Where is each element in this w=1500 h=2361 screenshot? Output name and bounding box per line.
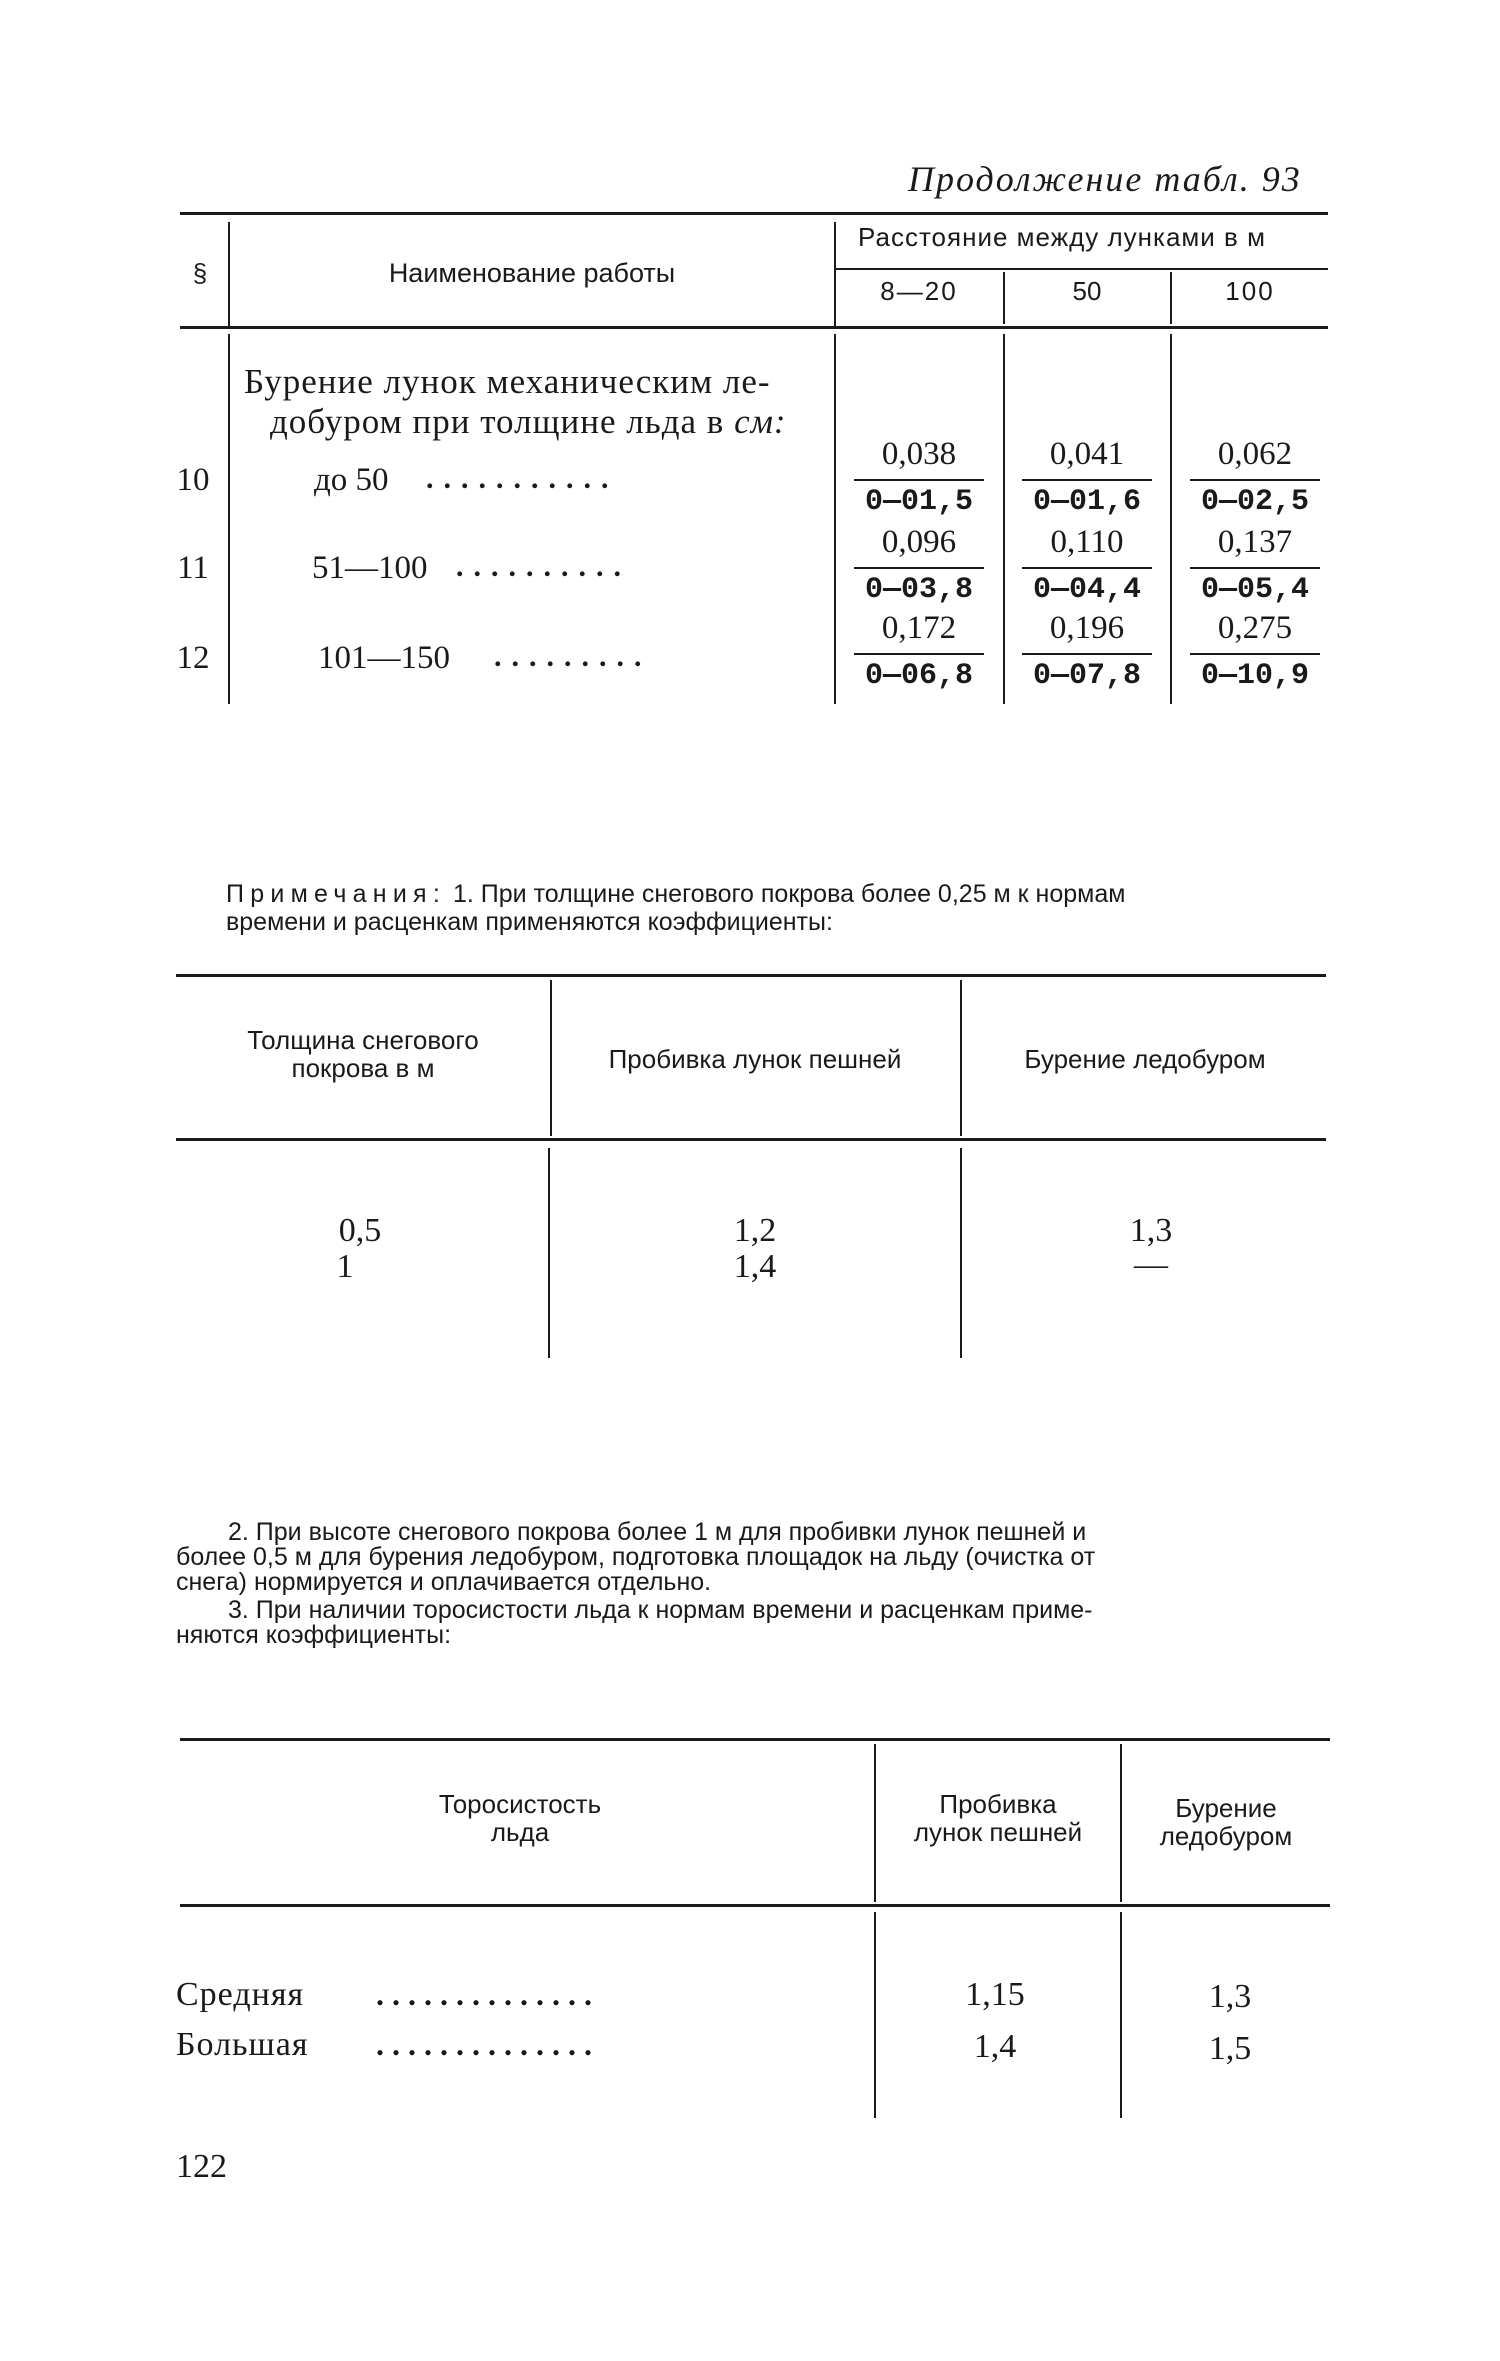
distance-group-header <box>858 222 1266 253</box>
hummock-table-divider <box>1120 1912 1122 2118</box>
work-group-title-line <box>244 402 787 442</box>
table-93-divider <box>1170 334 1172 704</box>
thickness-unit: см: <box>734 402 787 441</box>
snow-table-divider <box>548 1148 550 1358</box>
work-name: 51—100 <box>312 550 428 586</box>
page-number: 122 <box>176 2148 227 2185</box>
rate: 0—01,6 <box>1032 485 1142 519</box>
table-93-divider <box>1003 334 1005 704</box>
snow-thickness-value: 0,5 <box>338 1212 382 1249</box>
note-text: 1. При толщине снегового покрова более 0,25 м к нормам <box>453 880 1126 908</box>
drilling-header: Бурение ледобуром <box>1024 1044 1266 1074</box>
note-1 <box>226 880 1125 936</box>
note-line: снега) нормируется и оплачивается отдельно. <box>176 1568 712 1596</box>
note-line <box>226 880 1125 908</box>
punching-coefficient: 1,4 <box>973 2028 1017 2065</box>
note-2 <box>176 1520 1095 1595</box>
snow-thickness-header <box>180 1026 546 1082</box>
norm-rate-cell <box>854 438 984 517</box>
note-line: 3. При наличии торосистости льда к нормам времени и расценкам приме- <box>228 1596 1093 1624</box>
leader-dots: ........... <box>426 462 619 495</box>
drilling-coefficient: 1,3 <box>1208 1978 1252 2015</box>
time-norm: 0,196 <box>1049 610 1125 646</box>
drilling-coefficient: 1,3 <box>1129 1212 1173 1249</box>
drilling-coefficient: — <box>1134 1246 1168 1283</box>
norm-rate-cell <box>1022 526 1152 605</box>
leader-dots: . . . . . . . . . . . . . . <box>376 2026 592 2062</box>
leader-dots: . . . . . . . . . . . . . . <box>376 1976 592 2012</box>
punching-header: Пробивка лунок пешней <box>608 1044 902 1074</box>
time-norm: 0,110 <box>1050 524 1124 560</box>
header-line: лунок пешней <box>913 1817 1083 1847</box>
hummock-table-divider <box>874 1912 876 2118</box>
leader-dots: .......... <box>456 550 631 583</box>
snow-table-divider <box>960 980 962 1136</box>
table-continuation-caption: Продолжение табл. 93 <box>908 159 1302 199</box>
rate: 0—06,8 <box>864 659 974 693</box>
table-93-divider <box>834 334 836 704</box>
norm-rate-cell <box>1190 526 1320 605</box>
note-3 <box>176 1598 1093 1648</box>
time-norm: 0,062 <box>1217 436 1293 472</box>
time-norm: 0,038 <box>881 436 957 472</box>
rate: 0—05,4 <box>1200 573 1310 607</box>
snow-thickness-value: 1 <box>336 1248 354 1285</box>
note-line: более 0,5 м для бурения ледобуром, подготовка площадок на льду (очистка от <box>176 1543 1096 1571</box>
header-line: Пробивка <box>939 1789 1057 1819</box>
header-line: льда <box>490 1817 550 1847</box>
rate: 0—10,9 <box>1200 659 1310 693</box>
rate: 0—07,8 <box>1032 659 1142 693</box>
table-93-divider <box>228 334 230 704</box>
work-group-title-text: добуром при толщине льда в <box>270 402 725 441</box>
time-norm: 0,041 <box>1049 436 1125 472</box>
hummock-level: Большая <box>176 2026 309 2063</box>
work-group-title <box>244 362 787 442</box>
hummock-table-divider <box>874 1744 876 1902</box>
note-line: времени и расценкам применяются коэффициенты: <box>226 908 833 936</box>
section-column-header: § <box>192 258 208 288</box>
rate: 0—03,8 <box>864 573 974 607</box>
distance-column-header: 8—20 <box>880 276 958 306</box>
section-number: 12 <box>176 640 210 676</box>
distance-column-header: 50 <box>1072 276 1102 306</box>
table-93-header-rule <box>180 326 1328 329</box>
rate: 0—04,4 <box>1032 573 1142 607</box>
punching-coefficient: 1,4 <box>733 1248 777 1285</box>
punching-coefficient: 1,2 <box>733 1212 777 1249</box>
norm-rate-cell <box>854 526 984 605</box>
distance-column-header: 100 <box>1225 276 1275 306</box>
note-line: 2. При высоте снегового покрова более 1 м для пробивки лунок пешней и <box>228 1518 1087 1546</box>
snow-table-top-rule <box>176 974 1326 977</box>
header-line: Толщина снегового <box>247 1025 479 1055</box>
section-number: 11 <box>177 550 209 586</box>
punching-header <box>878 1790 1118 1846</box>
time-norm: 0,096 <box>881 524 957 560</box>
time-norm: 0,172 <box>881 610 957 646</box>
snow-table-header-rule <box>176 1138 1326 1141</box>
section-number: 10 <box>176 462 210 498</box>
work-name-column-header: Наименование работы <box>388 258 676 288</box>
work-name: 101—150 <box>318 640 450 676</box>
header-line: ледобуром <box>1159 1821 1293 1851</box>
work-group-title-line: Бурение лунок механическим ле- <box>244 362 771 401</box>
time-norm: 0,137 <box>1217 524 1293 560</box>
norm-rate-cell <box>1190 438 1320 517</box>
norm-rate-cell <box>854 612 984 691</box>
header-line: Бурение <box>1175 1793 1277 1823</box>
hummock-table-divider <box>1120 1744 1122 1902</box>
header-line: Торосистость <box>438 1789 602 1819</box>
norm-rate-cell <box>1022 612 1152 691</box>
time-norm: 0,275 <box>1217 610 1293 646</box>
snow-table-divider <box>960 1148 962 1358</box>
norm-rate-cell <box>1190 612 1320 691</box>
hummock-table-header-rule <box>180 1904 1330 1907</box>
drilling-coefficient: 1,5 <box>1208 2030 1252 2067</box>
work-name: до 50 <box>314 462 389 498</box>
hummock-level: Средняя <box>176 1976 305 2013</box>
norm-rate-cell <box>1022 438 1152 517</box>
table-93-top-rule <box>180 212 1328 215</box>
header-line: покрова в м <box>291 1053 435 1083</box>
hummock-header <box>360 1790 680 1846</box>
distance-group-header-text: Расстояние между лунками в м <box>858 222 1266 252</box>
punching-coefficient: 1,15 <box>965 1976 1025 2013</box>
rate: 0—01,5 <box>864 485 974 519</box>
rate: 0—02,5 <box>1200 485 1310 519</box>
hummock-table-top-rule <box>180 1738 1330 1741</box>
notes-label: Примечания: <box>226 880 447 908</box>
note-line: няются коэффициенты: <box>176 1621 452 1649</box>
leader-dots: ......... <box>494 640 652 673</box>
table-93-subheader-rule <box>834 268 1328 270</box>
drilling-header <box>1124 1794 1328 1850</box>
snow-table-divider <box>550 980 552 1136</box>
table-93-divider <box>834 222 836 326</box>
